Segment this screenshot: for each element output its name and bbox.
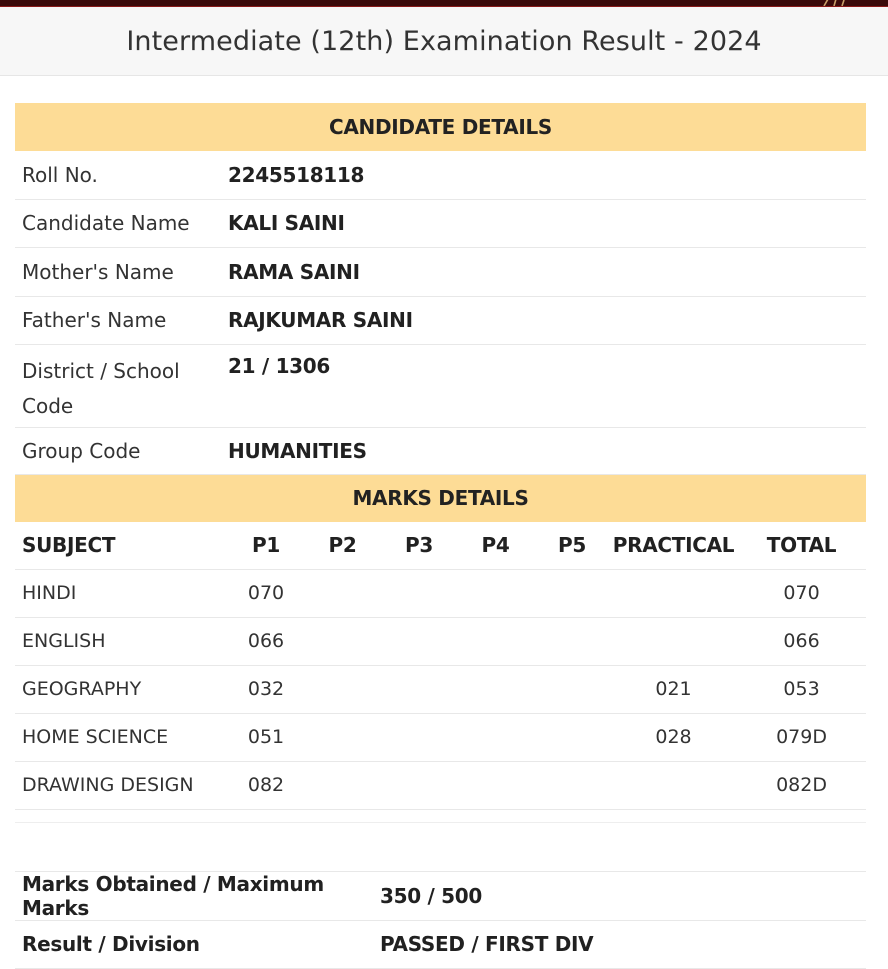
- p2-mark: [304, 665, 381, 713]
- p5-mark: [534, 569, 610, 617]
- detail-label: District / School Code: [15, 344, 228, 427]
- detail-value: 2245518118: [228, 151, 866, 199]
- detail-row-district-school-code: [15, 344, 866, 427]
- marks-details-title: MARKS DETAILS: [15, 475, 866, 522]
- p5-mark: [534, 713, 610, 761]
- practical-mark: 028: [610, 713, 737, 761]
- detail-row-roll-no: [15, 151, 866, 199]
- marks-column-headers: [15, 522, 866, 570]
- p1-mark: 032: [228, 665, 304, 713]
- p3-mark: [381, 617, 457, 665]
- candidate-details-table: [15, 103, 866, 475]
- p2-mark: [304, 569, 381, 617]
- p4-mark: [457, 617, 534, 665]
- subject-name: ENGLISH: [15, 617, 228, 665]
- page-header: [0, 7, 888, 76]
- total-mark: 066: [737, 617, 866, 665]
- p2-mark: [304, 761, 381, 809]
- p1-mark: 082: [228, 761, 304, 809]
- total-mark: 079D: [737, 713, 866, 761]
- practical-mark: [610, 569, 737, 617]
- column-header-subject: SUBJECT: [15, 522, 228, 570]
- subject-name: DRAWING DESIGN: [15, 761, 228, 809]
- result-division-label: Result / Division: [15, 920, 380, 968]
- marks-row-geography: [15, 665, 866, 713]
- column-header-p3: P3: [381, 522, 457, 570]
- p5-mark: [534, 761, 610, 809]
- marks-row-hindi: [15, 569, 866, 617]
- p4-mark: [457, 665, 534, 713]
- total-mark: 053: [737, 665, 866, 713]
- detail-label: Father's Name: [15, 296, 228, 344]
- p2-mark: [304, 713, 381, 761]
- detail-label: Candidate Name: [15, 199, 228, 247]
- marks-details-header: [15, 475, 866, 522]
- logo-fragment-icon: [822, 0, 848, 6]
- p3-mark: [381, 569, 457, 617]
- marks-row-home-science: [15, 713, 866, 761]
- detail-value: 21 / 1306: [228, 344, 866, 427]
- p1-mark: 070: [228, 569, 304, 617]
- detail-row-group-code: [15, 427, 866, 474]
- p1-mark: 051: [228, 713, 304, 761]
- result-division-value: PASSED / FIRST DIV: [380, 920, 866, 968]
- marks-spacer-row: [15, 809, 866, 822]
- column-header-p4: P4: [457, 522, 534, 570]
- p5-mark: [534, 617, 610, 665]
- detail-label: Roll No.: [15, 151, 228, 199]
- p5-mark: [534, 665, 610, 713]
- result-content: [0, 76, 888, 969]
- column-header-practical: PRACTICAL: [610, 522, 737, 570]
- detail-row-mothers-name: [15, 247, 866, 296]
- p4-mark: [457, 569, 534, 617]
- top-bar: [0, 0, 888, 7]
- marks-obtained-value: 350 / 500: [380, 872, 866, 921]
- spacer-cell: [15, 809, 866, 822]
- page-title: Intermediate (12th) Examination Result - 2024: [126, 25, 762, 57]
- column-header-p5: P5: [534, 522, 610, 570]
- total-mark: 082D: [737, 761, 866, 809]
- candidate-details-header: [15, 103, 866, 151]
- column-header-total: TOTAL: [737, 522, 866, 570]
- detail-label: Mother's Name: [15, 247, 228, 296]
- p4-mark: [457, 713, 534, 761]
- marks-obtained-label: Marks Obtained / Maximum Marks: [15, 872, 380, 921]
- practical-mark: [610, 617, 737, 665]
- p1-mark: 066: [228, 617, 304, 665]
- subject-name: HOME SCIENCE: [15, 713, 228, 761]
- column-header-p2: P2: [304, 522, 381, 570]
- marks-details-table: [15, 475, 866, 823]
- p3-mark: [381, 665, 457, 713]
- detail-value: RAMA SAINI: [228, 247, 866, 296]
- detail-value: RAJKUMAR SAINI: [228, 296, 866, 344]
- candidate-details-title: CANDIDATE DETAILS: [15, 103, 866, 151]
- marks-row-drawing-design: [15, 761, 866, 809]
- subject-name: HINDI: [15, 569, 228, 617]
- column-header-p1: P1: [228, 522, 304, 570]
- marks-row-english: [15, 617, 866, 665]
- practical-mark: 021: [610, 665, 737, 713]
- detail-value: HUMANITIES: [228, 427, 866, 474]
- p3-mark: [381, 713, 457, 761]
- detail-row-fathers-name: [15, 296, 866, 344]
- subject-name: GEOGRAPHY: [15, 665, 228, 713]
- summary-row-marks: [15, 872, 866, 921]
- p3-mark: [381, 761, 457, 809]
- practical-mark: [610, 761, 737, 809]
- p4-mark: [457, 761, 534, 809]
- detail-row-candidate-name: [15, 199, 866, 247]
- summary-row-result: [15, 920, 866, 968]
- p2-mark: [304, 617, 381, 665]
- detail-label: Group Code: [15, 427, 228, 474]
- detail-value: KALI SAINI: [228, 199, 866, 247]
- section-gap: [15, 823, 866, 872]
- summary-table: [15, 872, 866, 969]
- total-mark: 070: [737, 569, 866, 617]
